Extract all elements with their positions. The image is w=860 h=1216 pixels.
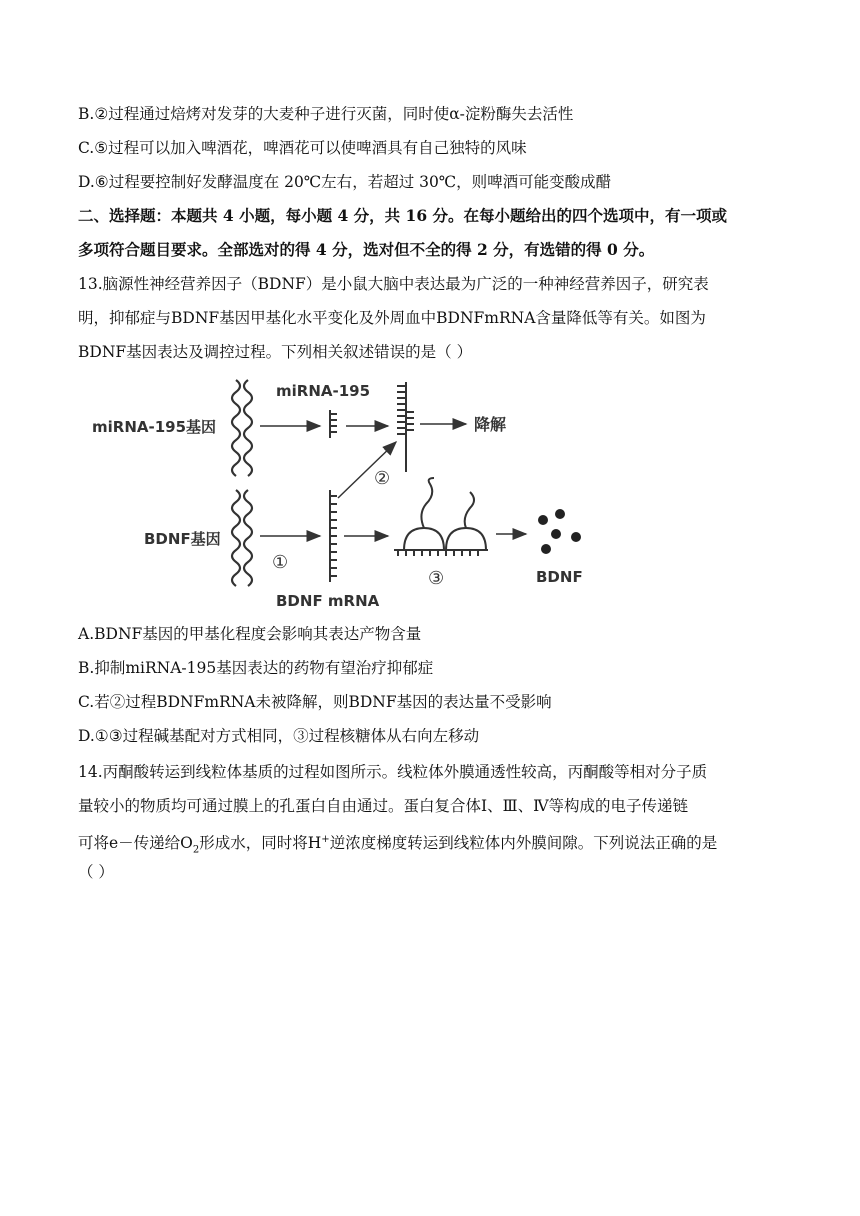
step-2-label: ②	[374, 468, 391, 489]
bdnf-mrna-label: BDNF mRNA	[276, 592, 380, 610]
option-d-q12: D.⑥过程要控制好发酵温度在 20℃左右，若超过 30℃，则啤酒可能变酸成醋	[78, 173, 612, 191]
q13-option-d: D.①③过程碱基配对方式相同，③过程核糖体从右向左移动	[78, 727, 480, 745]
mirna-gene-helix	[232, 380, 252, 476]
mirna-label: miRNA-195	[276, 382, 371, 400]
step-1-label: ①	[272, 552, 289, 573]
option-c-q12: C.⑤过程可以加入啤酒花，啤酒花可以使啤酒具有自己独特的风味	[78, 139, 527, 157]
q13-stem-line2: 明，抑郁症与BDNF基因甲基化水平变化及外周血中BDNFmRNA含量降低等有关。如图为	[78, 309, 706, 327]
q14-stem-line1: 14.丙酮酸转运到线粒体基质的过程如图所示。线粒体外膜通透性较高，丙酮酸等相对分子质	[78, 763, 708, 781]
section-heading-line1: 二、选择题：本题共 4 小题，每小题 4 分，共 16 分。在每小题给出的四个选项中，有一项或	[78, 206, 728, 225]
bdnf-label: BDNF	[536, 568, 583, 586]
option-b-q12: B.②过程通过焙烤对发芽的大麦种子进行灭菌，同时使α-淀粉酶失去活性	[78, 105, 574, 123]
bdnf-protein-dots	[538, 509, 581, 554]
q13-stem-line1: 13.脑源性神经营养因子（BDNF）是小鼠大脑中表达最为广泛的一种神经营养因子，研究表	[78, 275, 709, 293]
q14-stem-line3: 可将e－传递给$O_2$形成水，同时将H+逆浓度梯度转运到线粒体内外膜间隙。下列说法正确的是	[78, 834, 718, 856]
bdnf-gene-label: BDNF基因	[144, 530, 221, 548]
mirna-strand	[330, 410, 337, 438]
q13-stem-line3: BDNF基因表达及调控过程。下列相关叙述错误的是（ ）	[78, 343, 473, 361]
ribosomes	[394, 478, 488, 556]
bdnf-mrna-strand	[330, 490, 337, 582]
q14-stem-line2: 量较小的物质均可通过膜上的孔蛋白自由通过。蛋白复合体Ⅰ、Ⅲ、Ⅳ等构成的电子传递链	[78, 797, 689, 815]
bdnf-gene-helix	[232, 490, 252, 586]
mirna-mrna-complex	[397, 382, 414, 472]
q13-option-a: A.BDNF基因的甲基化程度会影响其表达产物含量	[78, 625, 422, 643]
degrade-label: 降解	[474, 415, 507, 434]
step-3-label: ③	[428, 568, 445, 589]
section-heading-line2: 多项符合题目要求。全部选对的得 4 分，选对但不全的得 2 分，有选错的得 0 分。	[78, 240, 655, 259]
q13-option-b: B.抑制miRNA-195基因表达的药物有望治疗抑郁症	[78, 659, 434, 677]
bdnf-expression-diagram	[88, 372, 608, 612]
mirna-gene-label: miRNA-195基因	[92, 418, 217, 436]
q13-option-c: C.若②过程BDNFmRNA未被降解，则BDNF基因的表达量不受影响	[78, 693, 552, 711]
q14-stem-line4: （ ）	[78, 863, 114, 881]
